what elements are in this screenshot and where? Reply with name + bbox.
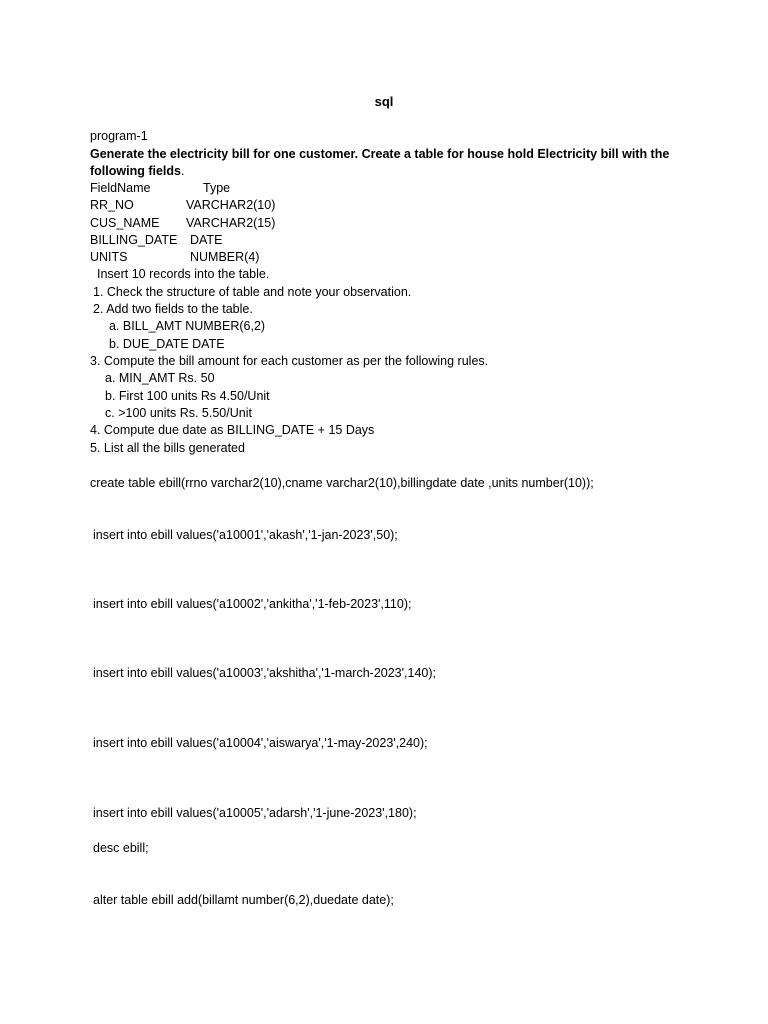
sql-statement: insert into ebill values('a10002','ankitha','1-feb-2023',110);: [93, 597, 412, 611]
sql-statement: insert into ebill values('a10004','aiswarya','1-may-2023',240);: [93, 736, 428, 750]
fields-header-name: FieldName: [90, 181, 151, 195]
sql-statement: alter table ebill add(billamt number(6,2),duedate date);: [93, 893, 394, 907]
field-name: BILLING_DATE: [90, 233, 178, 247]
sql-statement: insert into ebill values('a10003','akshitha','1-march-2023',140);: [93, 666, 436, 680]
sub-step-item: b. First 100 units Rs 4.50/Unit: [105, 389, 270, 403]
heading-line-2-text: following fields: [90, 164, 181, 178]
step-item: Insert 10 records into the table.: [97, 267, 270, 281]
sub-step-item: c. >100 units Rs. 5.50/Unit: [105, 406, 252, 420]
page-title: sql: [374, 94, 394, 109]
sub-step-item: a. BILL_AMT NUMBER(6,2): [109, 319, 266, 333]
field-type: NUMBER(4): [190, 250, 260, 264]
heading-line-2-period: .: [180, 164, 185, 178]
sql-statement: desc ebill;: [93, 841, 149, 855]
sql-statement: insert into ebill values('a10005','adarsh','1-june-2023',180);: [93, 806, 417, 820]
field-name: CUS_NAME: [90, 216, 160, 230]
heading-line-2: [90, 163, 184, 180]
field-type: DATE: [190, 233, 223, 247]
step-item: 3. Compute the bill amount for each customer as per the following rules.: [90, 354, 489, 368]
step-item: 5. List all the bills generated: [90, 441, 245, 455]
field-name: UNITS: [90, 250, 128, 264]
sub-step-item: a. MIN_AMT Rs. 50: [105, 371, 215, 385]
field-type: VARCHAR2(15): [186, 216, 276, 230]
sub-step-item: b. DUE_DATE DATE: [109, 337, 225, 351]
heading-line-1: Generate the electricity bill for one customer. Create a table for house hold Electricity bill with the: [90, 147, 670, 161]
sql-statement: create table ebill(rrno varchar2(10),cname varchar2(10),billingdate date ,units number(10));: [90, 476, 594, 490]
field-name: RR_NO: [90, 198, 134, 212]
program-label: program-1: [90, 129, 148, 143]
fields-header-type: Type: [203, 181, 231, 195]
sql-statement: insert into ebill values('a10001','akash','1-jan-2023',50);: [93, 528, 398, 542]
field-type: VARCHAR2(10): [186, 198, 276, 212]
step-item: 2. Add two fields to the table.: [93, 302, 253, 316]
step-item: 4. Compute due date as BILLING_DATE + 15 Days: [90, 423, 375, 437]
step-item: 1. Check the structure of table and note your observation.: [93, 285, 412, 299]
